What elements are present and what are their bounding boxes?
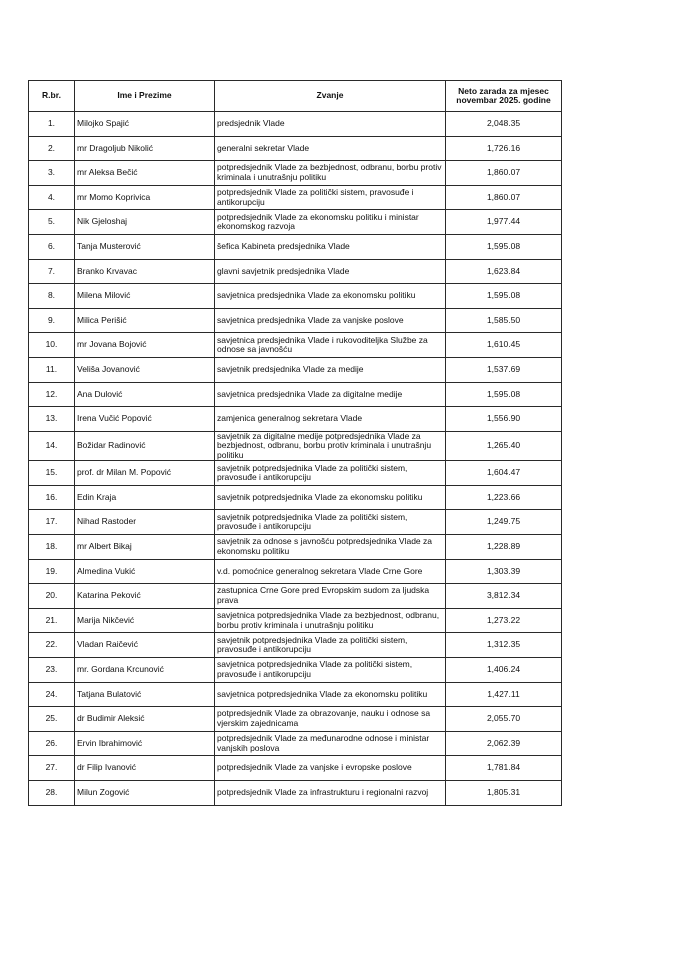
table-row xyxy=(29,780,562,805)
row-title: potpredsjednik Vlade za vanjske i evropske poslove xyxy=(215,756,446,781)
row-pay: 1,265.40 xyxy=(446,431,562,461)
table-row xyxy=(29,357,562,382)
row-pay: 1,427.11 xyxy=(446,682,562,707)
table-row xyxy=(29,461,562,486)
row-name: Tanja Musterović xyxy=(75,234,215,259)
row-name: Vladan Raičević xyxy=(75,633,215,658)
row-name: Almedina Vukić xyxy=(75,559,215,584)
row-number: 18. xyxy=(29,535,75,560)
row-name: Tatjana Bulatović xyxy=(75,682,215,707)
table-row xyxy=(29,633,562,658)
table-row xyxy=(29,535,562,560)
row-number: 11. xyxy=(29,357,75,382)
row-pay: 1,585.50 xyxy=(446,308,562,333)
row-name: mr. Gordana Krcunović xyxy=(75,657,215,682)
row-name: Irena Vučić Popović xyxy=(75,407,215,432)
row-number: 14. xyxy=(29,431,75,461)
row-number: 19. xyxy=(29,559,75,584)
row-pay: 1,623.84 xyxy=(446,259,562,284)
header-pay: Neto zarada za mjesec novembar 2025. godine xyxy=(446,81,562,112)
table-row xyxy=(29,234,562,259)
row-number: 24. xyxy=(29,682,75,707)
table-row xyxy=(29,382,562,407)
header-rbr: R.br. xyxy=(29,81,75,112)
row-number: 13. xyxy=(29,407,75,432)
row-number: 22. xyxy=(29,633,75,658)
row-number: 10. xyxy=(29,333,75,358)
row-pay: 1,595.08 xyxy=(446,234,562,259)
row-name: dr Filip Ivanović xyxy=(75,756,215,781)
row-title: savjetnica predsjednika Vlade za ekonomsku politiku xyxy=(215,284,446,309)
row-pay: 1,610.45 xyxy=(446,333,562,358)
row-name: Božidar Radinović xyxy=(75,431,215,461)
row-number: 1. xyxy=(29,112,75,137)
table-row xyxy=(29,308,562,333)
table-row xyxy=(29,485,562,510)
row-number: 20. xyxy=(29,584,75,609)
row-pay: 1,312.35 xyxy=(446,633,562,658)
row-title: šefica Kabineta predsjednika Vlade xyxy=(215,234,446,259)
row-number: 23. xyxy=(29,657,75,682)
salary-table xyxy=(28,80,562,806)
row-pay: 1,228.89 xyxy=(446,535,562,560)
row-title: savjetnik za odnose s javnošću potpredsjednika Vlade za ekonomsku politiku xyxy=(215,535,446,560)
row-title: predsjednik Vlade xyxy=(215,112,446,137)
row-pay: 1,977.44 xyxy=(446,210,562,235)
row-pay: 2,055.70 xyxy=(446,707,562,732)
table-row xyxy=(29,657,562,682)
row-number: 2. xyxy=(29,136,75,161)
row-name: mr Albert Bikaj xyxy=(75,535,215,560)
table-body xyxy=(29,112,562,806)
table-header xyxy=(29,81,562,112)
header-title: Zvanje xyxy=(215,81,446,112)
row-title: potpredsjednik Vlade za ekonomsku politiku i ministar ekonomskog razvoja xyxy=(215,210,446,235)
row-name: Nik Gjeloshaj xyxy=(75,210,215,235)
row-name: Edin Kraja xyxy=(75,485,215,510)
row-pay: 1,860.07 xyxy=(446,161,562,186)
row-title: savjetnik predsjednika Vlade za medije xyxy=(215,357,446,382)
table-row xyxy=(29,333,562,358)
row-number: 17. xyxy=(29,510,75,535)
row-number: 26. xyxy=(29,731,75,756)
row-title: v.d. pomoćnice generalnog sekretara Vlade Crne Gore xyxy=(215,559,446,584)
row-pay: 1,273.22 xyxy=(446,608,562,633)
row-number: 27. xyxy=(29,756,75,781)
row-name: Veliša Jovanović xyxy=(75,357,215,382)
row-name: Nihad Rastoder xyxy=(75,510,215,535)
row-pay: 1,537.69 xyxy=(446,357,562,382)
row-title: savjetnik potpredsjednika Vlade za ekonomsku politiku xyxy=(215,485,446,510)
row-name: Ervin Ibrahimović xyxy=(75,731,215,756)
row-title: savjetnik potpredsjednika Vlade za politički sistem, pravosuđe i antikorupciju xyxy=(215,633,446,658)
row-pay: 1,249.75 xyxy=(446,510,562,535)
row-name: Branko Krvavac xyxy=(75,259,215,284)
table-row xyxy=(29,682,562,707)
table-row xyxy=(29,136,562,161)
row-name: Milica Perišić xyxy=(75,308,215,333)
row-number: 4. xyxy=(29,185,75,210)
row-title: zastupnica Crne Gore pred Evropskim sudom za ljudska prava xyxy=(215,584,446,609)
row-name: Milojko Spajić xyxy=(75,112,215,137)
row-pay: 1,223.66 xyxy=(446,485,562,510)
row-title: savjetnica potpredsjednika Vlade za bezbjednost, odbranu, borbu protiv kriminala i unutrašnju politiku xyxy=(215,608,446,633)
row-number: 5. xyxy=(29,210,75,235)
table-row xyxy=(29,112,562,137)
row-name: dr Budimir Aleksić xyxy=(75,707,215,732)
row-name: prof. dr Milan M. Popović xyxy=(75,461,215,486)
row-title: savjetnica potpredsjednika Vlade za politički sistem, pravosuđe i antikorupciju xyxy=(215,657,446,682)
table-row xyxy=(29,731,562,756)
row-title: zamjenica generalnog sekretara Vlade xyxy=(215,407,446,432)
table-row xyxy=(29,510,562,535)
row-number: 3. xyxy=(29,161,75,186)
table-row xyxy=(29,584,562,609)
row-number: 21. xyxy=(29,608,75,633)
row-pay: 1,556.90 xyxy=(446,407,562,432)
row-title: savjetnik za digitalne medije potpredsjednika Vlade za bezbjednost, odbranu, borbu protiv kriminala i unutrašnju politiku xyxy=(215,431,446,461)
row-name: Katarina Peković xyxy=(75,584,215,609)
table-row xyxy=(29,407,562,432)
table-row xyxy=(29,756,562,781)
row-number: 7. xyxy=(29,259,75,284)
row-pay: 1,406.24 xyxy=(446,657,562,682)
row-number: 12. xyxy=(29,382,75,407)
row-name: mr Dragoljub Nikolić xyxy=(75,136,215,161)
row-name: Marija Nikčević xyxy=(75,608,215,633)
header-row xyxy=(29,81,562,112)
row-title: savjetnica potpredsjednika Vlade za ekonomsku politiku xyxy=(215,682,446,707)
row-pay: 2,062.39 xyxy=(446,731,562,756)
row-pay: 1,604.47 xyxy=(446,461,562,486)
row-number: 28. xyxy=(29,780,75,805)
table-row xyxy=(29,161,562,186)
row-title: savjetnik potpredsjednika Vlade za politički sistem, pravosuđe i antikorupciju xyxy=(215,510,446,535)
table-row xyxy=(29,210,562,235)
row-number: 16. xyxy=(29,485,75,510)
row-pay: 3,812.34 xyxy=(446,584,562,609)
table-row xyxy=(29,185,562,210)
row-number: 25. xyxy=(29,707,75,732)
row-pay: 1,726.16 xyxy=(446,136,562,161)
row-number: 6. xyxy=(29,234,75,259)
row-pay: 1,595.08 xyxy=(446,382,562,407)
row-name: Milena Milović xyxy=(75,284,215,309)
row-name: Ana Dulović xyxy=(75,382,215,407)
table-row xyxy=(29,284,562,309)
table-row xyxy=(29,608,562,633)
row-title: savjetnica predsjednika Vlade za digitalne medije xyxy=(215,382,446,407)
row-title: savjetnica predsjednika Vlade za vanjske poslove xyxy=(215,308,446,333)
row-title: savjetnik potpredsjednika Vlade za politički sistem, pravosuđe i antikorupciju xyxy=(215,461,446,486)
row-name: Milun Zogović xyxy=(75,780,215,805)
row-pay: 1,805.31 xyxy=(446,780,562,805)
row-pay: 1,860.07 xyxy=(446,185,562,210)
table-row xyxy=(29,707,562,732)
table-row xyxy=(29,559,562,584)
row-title: potpredsjednik Vlade za obrazovanje, nauku i odnose sa vjerskim zajednicama xyxy=(215,707,446,732)
row-name: mr Aleksa Bečić xyxy=(75,161,215,186)
row-title: potpredsjednik Vlade za politički sistem, pravosuđe i antikorupciju xyxy=(215,185,446,210)
row-number: 9. xyxy=(29,308,75,333)
row-name: mr Momo Koprivica xyxy=(75,185,215,210)
row-pay: 1,595.08 xyxy=(446,284,562,309)
row-title: potpredsjednik Vlade za infrastrukturu i regionalni razvoj xyxy=(215,780,446,805)
row-pay: 1,303.39 xyxy=(446,559,562,584)
row-title: potpredsjednik Vlade za međunarodne odnose i ministar vanjskih poslova xyxy=(215,731,446,756)
row-number: 8. xyxy=(29,284,75,309)
row-name: mr Jovana Bojović xyxy=(75,333,215,358)
row-title: glavni savjetnik predsjednika Vlade xyxy=(215,259,446,284)
row-pay: 2,048.35 xyxy=(446,112,562,137)
row-number: 15. xyxy=(29,461,75,486)
row-title: generalni sekretar Vlade xyxy=(215,136,446,161)
row-title: savjetnica predsjednika Vlade i rukovoditeljka Službe za odnose sa javnošću xyxy=(215,333,446,358)
row-pay: 1,781.84 xyxy=(446,756,562,781)
table-row xyxy=(29,259,562,284)
row-title: potpredsjednik Vlade za bezbjednost, odbranu, borbu protiv kriminala i unutrašnju politiku xyxy=(215,161,446,186)
table-row xyxy=(29,431,562,461)
header-name: Ime i Prezime xyxy=(75,81,215,112)
